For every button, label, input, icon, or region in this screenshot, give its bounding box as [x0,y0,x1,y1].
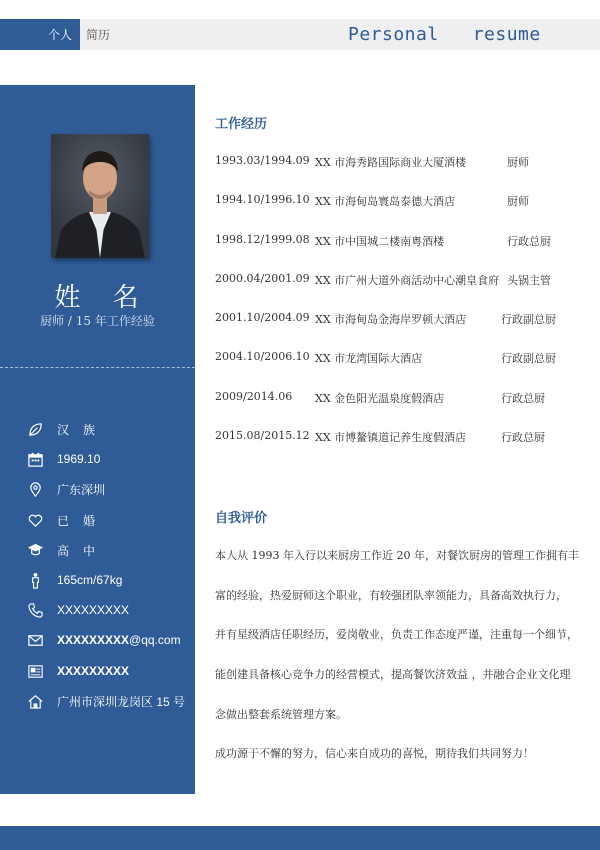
work-row: 1993.03/1994.09 XX 市海秀路国际商业大厦酒楼 厨师 [215,154,529,169]
calendar-icon [26,450,44,468]
header-tag-personal: 个人 [0,19,80,50]
work-row: 2009/2014.06 XX 金色阳光温泉度假酒店 行政总厨 [215,390,545,405]
portrait-illustration [51,134,149,258]
graduation-cap-icon [26,541,44,559]
heart-icon [26,511,44,529]
work-row: 2004.10/2006.10 XX 市龙湾国际大酒店 行政副总厨 [215,350,556,365]
info-address: 广州市深圳龙岗区 15 号 [26,691,195,711]
profile-subtitle: 厨师 / 15 年工作经验 [40,314,155,328]
location-pin-icon [26,480,44,498]
home-icon [26,692,44,710]
info-height-weight: 165cm/67kg [26,570,195,590]
info-phone: XXXXXXXXX [26,600,195,620]
sidebar-divider [0,367,195,368]
work-row: 1994.10/1996.10 XX 市海甸岛寰岛泰德大酒店 厨师 [215,193,529,208]
work-row: 2000.04/2001.09 XX 市广州大道外商活动中心潮皇食府 头锅主管 [215,272,551,287]
profile-name: 姓 名 [54,283,151,313]
work-row: 1998.12/1999.08 XX 市中国城二楼南粤酒楼 行政总厨 [215,233,551,248]
header-tag-resume: 简历 [86,28,111,42]
header-title: Personal resume [348,24,541,45]
evaluation-line: 本人从 1993 年入行以来厨房工作近 20 年，对餐饮厨房的管理工作拥有丰 [215,549,579,562]
info-email: XXXXXXXXX@qq.com [26,630,195,650]
evaluation-line: 富的经验，热爱厨师这个职业，有较强团队率领能力，具备高效执行力， [215,589,567,602]
info-ethnicity: 汉族 [26,419,195,439]
sidebar [0,85,195,794]
id-card-icon [26,662,44,680]
evaluation-section-title: 自我评价 [215,511,268,526]
evaluation-line: 念做出整套系统管理方案。 [215,708,347,721]
evaluation-line: 成功源于不懈的努力，信心来自成功的喜悦，期待我们共同努力！ [215,747,534,760]
mail-icon [26,631,44,649]
person-icon [26,571,44,589]
work-section-title: 工作经历 [215,117,268,132]
info-education: 高中 [26,540,195,560]
work-row: 2015.08/2015.12 XX 市博鳌镇道记养生度假酒店 行政总厨 [215,429,545,444]
phone-icon [26,601,44,619]
profile-photo [51,134,149,258]
footer-bar [0,826,600,850]
info-marital: 已婚 [26,510,195,530]
header-bar [0,19,600,50]
info-location: 广东深圳 [26,479,195,499]
evaluation-line: 并有星级酒店任职经历，爱岗敬业，负责工作态度严谨，注重每一个细节， [215,628,578,641]
work-row: 2001.10/2004.09 XX 市海甸岛金海岸罗顿大酒店 行政副总厨 [215,311,556,326]
evaluation-line: 能创建具备核心竞争力的经营模式，提高餐饮济效益 ，并融合企业文化理 [215,668,571,681]
info-birth: 1969.10 [26,449,195,469]
leaf-icon [26,420,44,438]
info-id: XXXXXXXXX [26,661,195,681]
